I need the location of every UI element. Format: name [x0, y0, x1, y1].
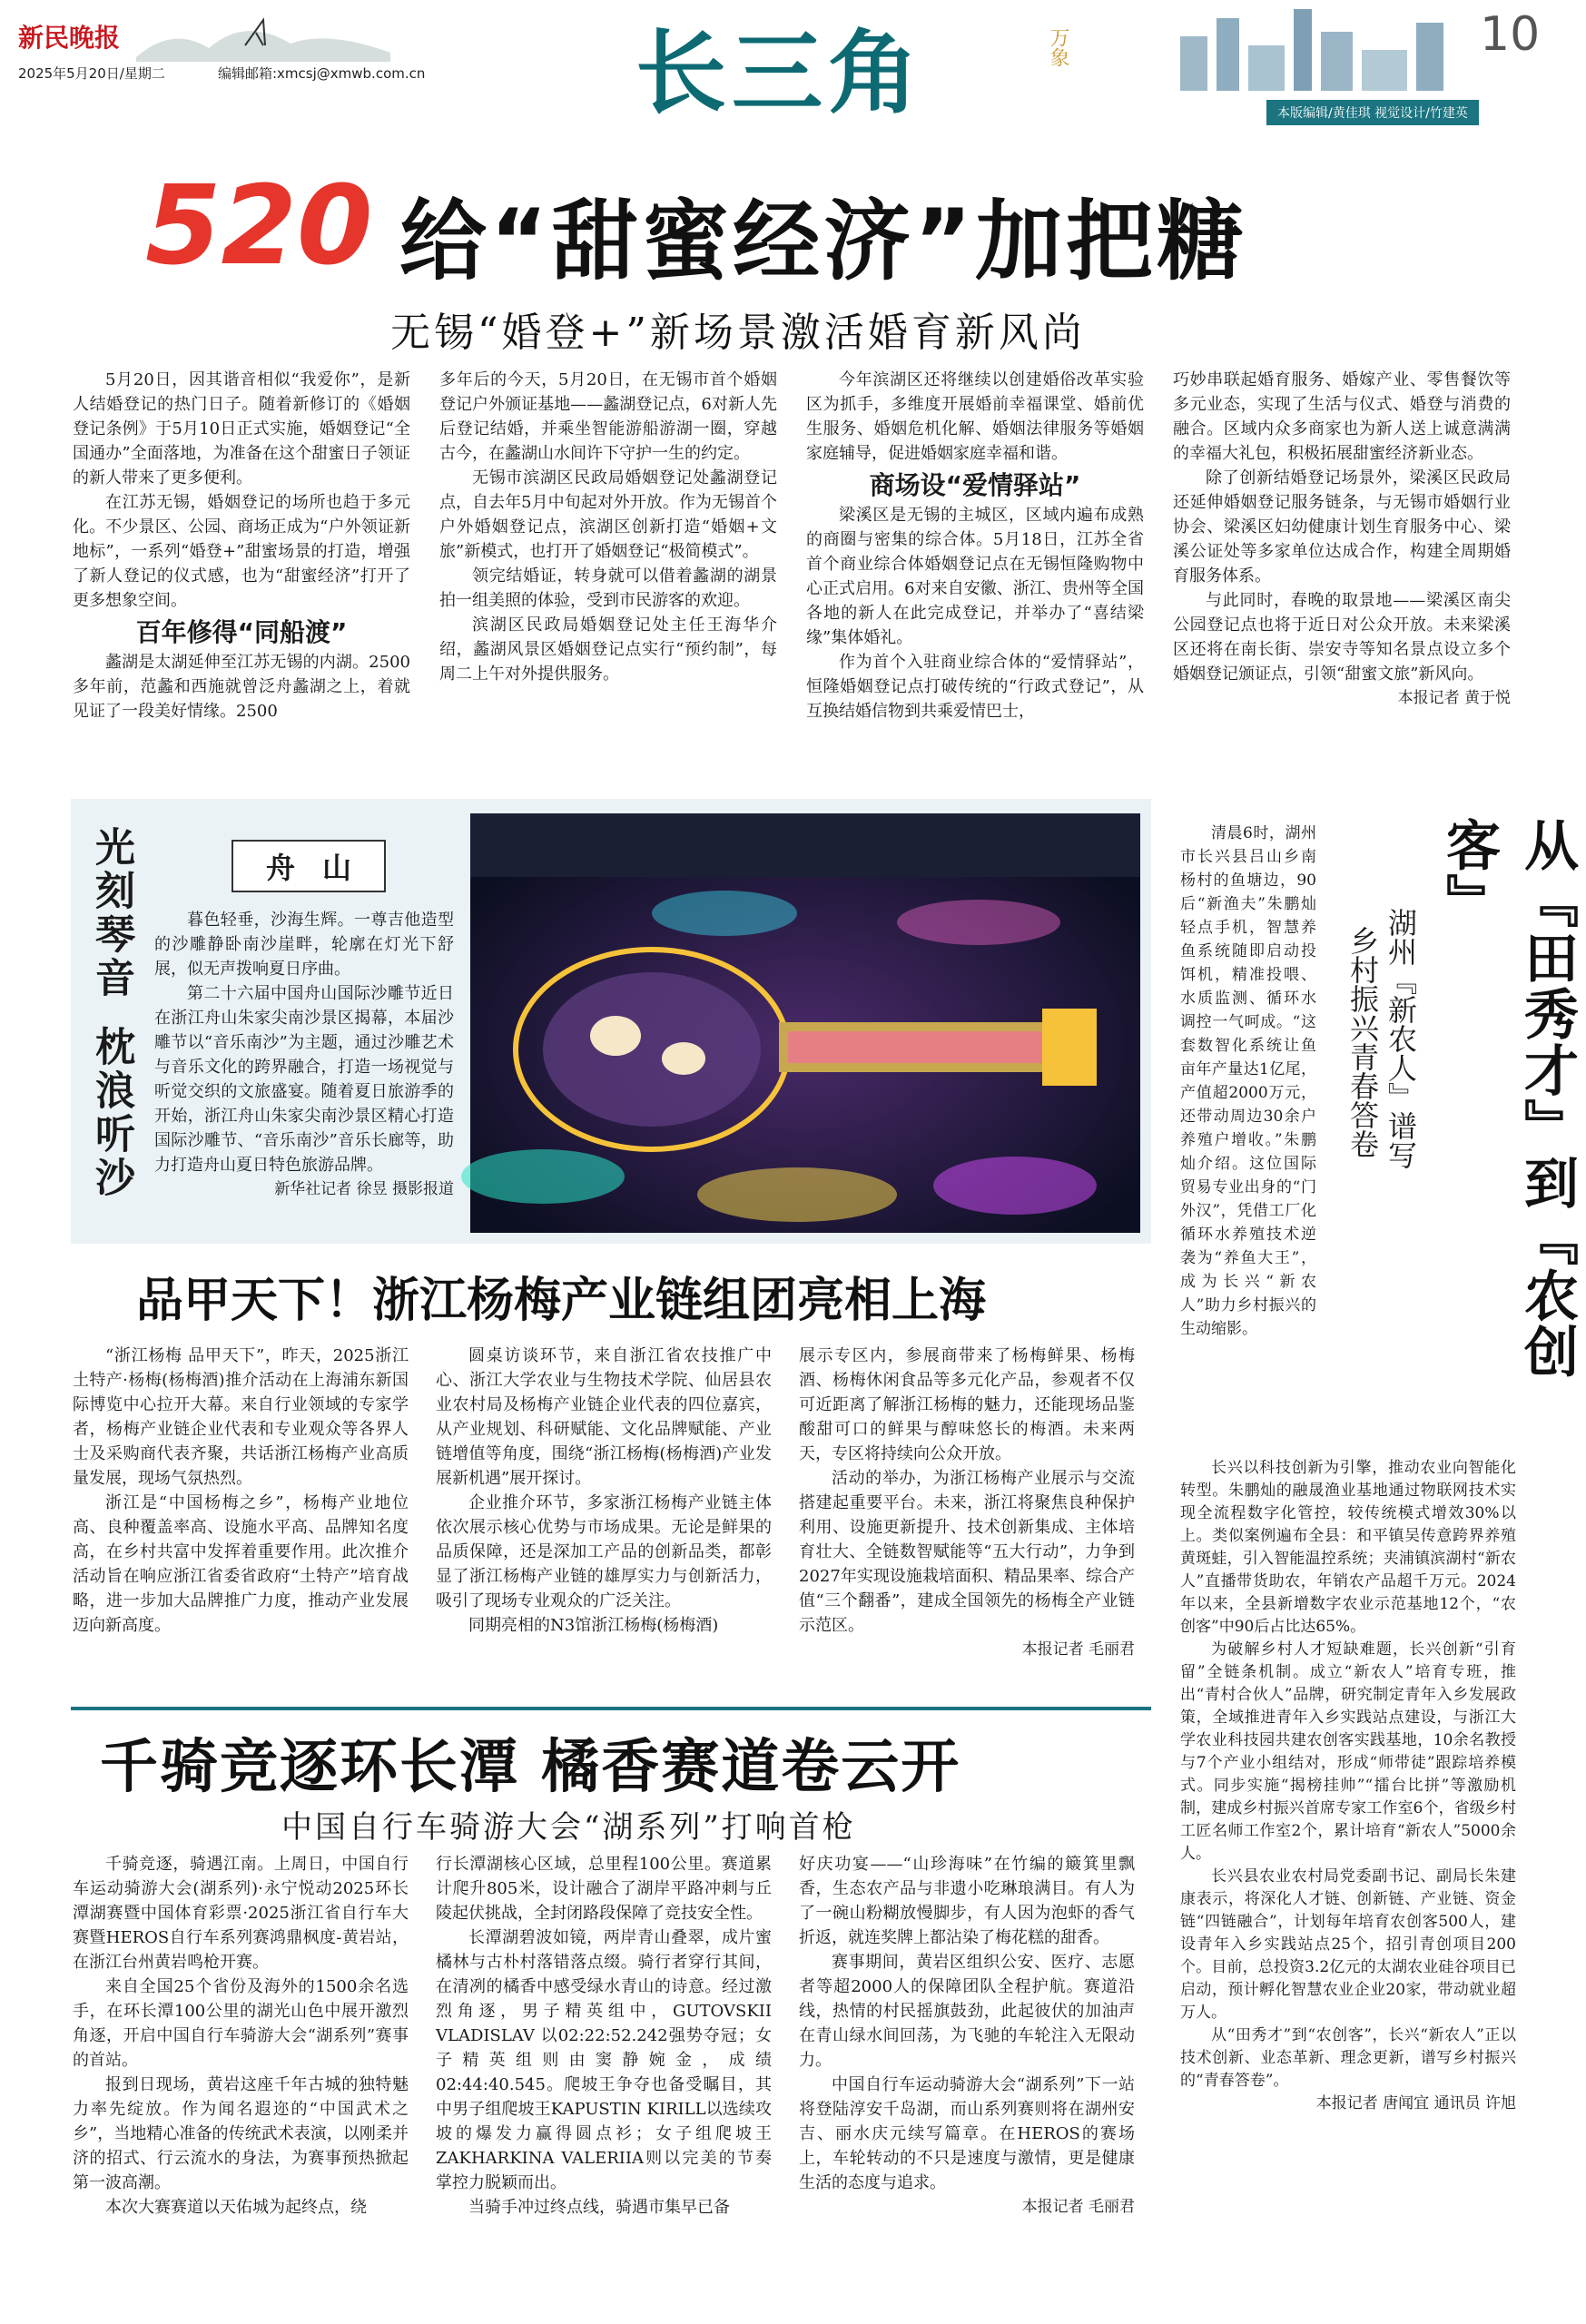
lead-column-4: 巧妙串联起婚育服务、婚嫁产业、零售餐饮等多元业态，实现了生活与仪式、婚登与消费的融合。区域内众多商家也为新人送上诚意满满的幸福大礼包，积极拓展甜蜜经济新业态。 除了创新结婚登记场景外，梁溪区民政局还延伸婚姻登记服务链条，与无锡市婚姻行业协会、梁溪区妇幼健康计划生育服务中心、梁溪公证处等多家单位达成合作，构建全周期婚育服务体系。 与此同时，春晚的取景地——梁溪区南尖公园登记点也将于近日对公众开放。未来梁溪区还将在南长街、崇安寺等知名景点设立多个婚姻登记颁证点，引领“甜蜜文旅”新风向。 本报记者 黄于悦: [1173, 368, 1511, 711]
yangmei-byline: 本报记者 毛丽君: [1021, 1640, 1135, 1659]
editor-email: 编辑邮箱:xmcsj@xmwb.com.cn: [218, 65, 426, 82]
yangmei-column-1: “浙江杨梅 品甲天下”，昨天，2025浙江土特产·杨梅(杨梅酒)推介活动在上海浦东新国际博览中心拉开大幕。来自行业领域的专家学者，杨梅产业链企业代表和专业观众等各界人士及采购商代表齐聚，共话浙江杨梅产业高质量发展，现场气氛热烈。 浙江是“中国杨梅之乡”，杨梅产业地位高、良种覆盖率高、设施水平高、品牌知名度高，在乡村共富中发挥着重要作用。此次推介活动旨在响应浙江省委省政府“土特产”培育战略，进一步加大品牌推广力度，推动产业发展迈向新高度。: [73, 1346, 409, 1635]
cycling-headline: 千骑竞逐环长潭 橘香赛道卷云开: [100, 1733, 961, 1801]
lead-column-1: 5月20日，因其谐音相似“我爱你”，是新人结婚登记的热门日子。随着新修订的《婚姻登记条例》于5月10日正式实施，婚姻登记“全国通办”全面落地，为准备在这个甜蜜日子领证的新人带来了更多便利。 在江苏无锡，婚姻登记的场所也趋于多元化。不少景区、公园、商场正成为“户外领证新地标”，一系列“婚登+”甜蜜场景的打造，增强了新人登记的仪式感，也为“甜蜜经济”打开了更多想象空间。 百年修得“同船渡” 蠡湖是太湖延伸至江苏无锡的内湖。2500多年前，范蠡和西施就曾泛舟蠡湖之上，着就见证了一段美好情缘。2500: [73, 370, 410, 721]
page-credits: 本版编辑/黄佳琪 视觉设计/竹建英: [1266, 100, 1479, 125]
page-number: 10: [1480, 7, 1541, 62]
farmer-byline: 本报记者 唐闻宜 通讯员 许旭: [1315, 2094, 1516, 2112]
yangmei-column-2: 圆桌访谈环节，来自浙江省农技推广中心、浙江大学农业与生物技术学院、仙居县农业农村局及杨梅产业链企业代表的四位嘉宾，从产业规划、科研赋能、文化品牌赋能、产业链增值等角度，围绕“浙江杨梅(杨梅酒)产业发展新机遇”展开探讨。 企业推介环节，多家浙江杨梅产业链主体依次展示核心优势与市场成果。无论是鲜果的品质保障，还是深加工产品的创新品类，都彰显了浙江杨梅产业链的雄厚实力与创新活力，吸引了现场专业观众的广泛关注。 同期亮相的N3馆浙江杨梅(杨梅酒): [436, 1346, 772, 1635]
cycling-column-2: 行长潭湖核心区域，总里程100公里。赛道累计爬升805米，设计融合了湖岸平路冲刺与丘陵起伏挑战，全封闭路段保障了竞技安全性。 长潭湖碧波如镜，两岸青山叠翠，成片蜜橘林与古朴村落错落点缀。骑行者穿行其间，在清冽的橘香中感受绿水青山的诗意。经过激烈角逐，男子精英组中，GUTOVSKII VLADISLAV 以02:22:52.242强势夺冠；女子精英组则由窦静婉金，成绩02:44:40.545。爬坡王争夺也备受瞩目，其中男子组爬坡王KAPUSTIN KIRILL以选续攻坡的爆发力赢得圆点衫；女子组爬坡王ZAKHARKINA VALERIIA则以完美的节奏掌控力脱颖而出。 当骑手冲过终点线，骑遇市集早已备: [436, 1855, 772, 2217]
sand-guitar-photo: [470, 813, 1140, 1233]
newspaper-logo: 新民晚报: [18, 23, 121, 53]
cycling-rule: [71, 1707, 1151, 1710]
mountain-ink-decoration: [136, 7, 390, 62]
farmer-vertical-title: 从『田秀才』到『农创客』: [1437, 817, 1579, 1380]
headline-number: 520: [145, 163, 373, 290]
farmer-vertical-sub-2: 乡村振兴青春答卷: [1345, 926, 1380, 1158]
farmer-main-column: 长兴以科技创新为引擎，推动农业向智能化转型。朱鹏灿的融晟渔业基地通过物联网技术实现全流程数字化管控，较传统模式增效30%以上。类似案例遍布全县：和平镇吴传意跨界养殖黄斑蛙，引入智能温控系统；夹浦镇滨湖村“新农人”直播带货助农，年销农产品超千万元。2024年以来，全县新增数字农业示范基地12个，“农创客”中90后占比达65%。 为破解乡村人才短缺难题，长兴创新“引育留”全链条机制。成立“新农人”培育专班，推出“青村合伙人”品牌，研究制定青年入乡发展政策，全域推进青年入乡实践站点建设，与浙江大学农业科技园共建农创客实践基地，10余名教授与7个产业小组结对，形成“师带徒”跟踪培养模式。同步实施“揭榜挂帅”“擂台比拼”等激励机制，建成乡村振兴首席专家工作室6个，省级乡村工匠名师工作室2个，累计培育“新农人”5000余人。 长兴县农业农村局党委副书记、副局长朱建康表示，将深化人才链、创新链、产业链、资金链“四链融合”，计划每年培育农创客500人，建设青年入乡实践站点25个，招引青创项目200个。目前，总投资3.2亿元的太湖农业硅谷项目已启动，预计孵化智慧农业企业20家，带动就业超万人。 从“田秀才”到“农创客”，长兴“新农人”正以技术创新、业态革新、理念更新，谱写乡村振兴的“青春答卷”。 本报记者 唐闻宜 通讯员 许旭: [1180, 1457, 1516, 2115]
cycling-column-3: 好庆功宴——“山珍海味”在竹编的簸箕里飘香，生态农产品与非遗小吃琳琅满目。有人为了一碗山粉糊放慢脚步，有人因为泡虾的香气折返，就连奖牌上都沾染了梅花糕的甜香。 赛事期间，黄岩区组织公安、医疗、志愿者等超2000人的保障团队全程护航。赛道沿线，热情的村民摇旗鼓劲，此起彼伏的加油声在青山绿水间回荡，为飞驰的车轮注入无限动力。 中国自行车运动骑游大会“湖系列”下一站将登陆淳安千岛湖，而山系列赛则将在湖州安吉、丽水庆元续写篇章。在HEROS的赛场上，车轮转动的不只是速度与激情，更是健康生活的态度与追求。 本报记者 毛丽君: [799, 1852, 1135, 2220]
yangmei-column-3: 展示专区内，参展商带来了杨梅鲜果、杨梅酒、杨梅休闲食品等多元化产品，参观者不仅可近距离了解浙江杨梅的魅力，还能现场品鉴酸甜可口的鲜果与醇味悠长的梅酒。未来两天，专区将持续向公众开放。 活动的举办，为浙江杨梅产业展示与交流搭建起重要平台。未来，浙江将聚焦良种保护利用、设施更新提升、技术创新集成、主体培育壮大、全链数智赋能等“五大行动”，力争到2027年实现设施栽培面积、精品果率、综合产值“三个翻番”，建成全国领先的杨梅全产业链示范区。 本报记者 毛丽君: [799, 1344, 1135, 1662]
lead-headline: 给“甜蜜经济”加把糖: [399, 191, 1248, 292]
yangmei-headline: 品甲天下！浙江杨梅产业链组团亮相上海: [136, 1274, 987, 1328]
photo-story-text: 暮色轻垂，沙海生辉。一尊吉他造型的沙雕静卧南沙崖畔，轮廓在灯光下舒展，似无声拨响夏日序曲。 第二十六届中国舟山国际沙雕节近日在浙江舟山朱家尖南沙景区揭幕，本届沙雕节以“音乐南沙”为主题，通过沙雕艺术与音乐文化的跨界融合，打造一场视觉与听觉交织的文旅盛宴。随着夏日旅游季的开始，浙江舟山朱家尖南沙景区精心打造国际沙雕节、“音乐南沙”音乐长廊等，助力打造舟山夏日特色旅游品牌。 新华社记者 徐昱 摄影报道: [154, 908, 454, 1202]
lead-column-3: 今年滨湖区还将继续以创建婚俗改革实验区为抓手，多维度开展婚前幸福课堂、婚前优生服务、婚姻危机化解、婚姻法律服务等婚姻家庭辅导，促进婚姻家庭幸福和谐。 商场设“爱情驿站” 梁溪区是无锡的主城区，区域内遍布成熟的商圈与密集的综合体。5月18日，江苏全省首个商业综合体婚姻登记点在无锡恒隆购物中心正式启用。6对来自安徽、浙江、贵州等全国各地的新人在此完成登记，并举办了“喜结梁缘”集体婚礼。 作为首个入驻商业综合体的“爱情驿站”，恒隆婚姻登记点打破传统的“行政式登记”，从互换结婚信物到共乘爱情巴士，: [806, 370, 1144, 721]
cycling-subhead: 中国自行车骑游大会“湖系列”打响首枪: [281, 1809, 856, 1846]
photo-title-2: 枕浪听沙: [88, 1026, 134, 1200]
lead-subheading-1: 百年修得“同船渡”: [135, 617, 348, 647]
photo-title-1: 光刻琴音: [88, 826, 134, 1000]
section-subtitle: 万象: [1047, 27, 1069, 67]
lead-subheading-2: 商场设“爱情驿站”: [869, 470, 1081, 500]
photo-byline: 新华社记者 徐昱 摄影报道: [274, 1180, 454, 1198]
cycling-column-1: 千骑竞逐，骑遇江南。上周日，中国自行车运动骑游大会(湖系列)·永宁悦动2025环长潭湖赛暨中国体育彩票·2025浙江省自行车大赛暨HEROS自行车系列赛鸿鼎枫度-黄岩站，在浙江台州黄岩鸣枪开赛。 来自全国25个省份及海外的1500余名选手，在环长潭100公里的湖光山色中展开激烈角逐，开启中国自行车骑游大会“湖系列”赛事的首站。 报到日现场，黄岩这座千年古城的独特魅力率先绽放。作为闻名遐迩的“中国武术之乡”，当地精心准备的传统武术表演，以刚柔并济的招式、行云流水的身法，为赛事预热掀起第一波高潮。 本次大赛赛道以天佑城为起终点，绕: [73, 1855, 409, 2217]
farmer-narrow-column: 清晨6时，湖州市长兴县吕山乡南杨村的鱼塘边，90后“新渔夫”朱鹏灿轻点手机，智慧养鱼系统随即启动投饵机，精准投喂、水质监测、循环水调控一气呵成。“这套数智化系统让鱼亩年产量达1亿尾，产值超2000万元，还带动周边30余户养殖户增收。”朱鹏灿介绍。这位国际贸易专业出身的“门外汉”，凭借工厂化循环水养殖技术逆袭为“养鱼大王”，成为长兴“新农人”助力乡村振兴的生动缩影。: [1180, 824, 1316, 1338]
place-tag: 舟山: [231, 840, 386, 892]
section-title: 长三角: [635, 19, 924, 126]
date-line: 2025年5月20日/星期二: [18, 65, 165, 82]
lead-subhead: 无锡“婚登+”新场景激活婚育新风尚: [390, 310, 1086, 356]
farmer-vertical-sub-1: 湖州『新农人』谱写: [1384, 908, 1418, 1169]
lead-column-2: 多年后的今天，5月20日，在无锡市首个婚姻登记户外颁证基地——蠡湖登记点，6对新人先后登记结婚，并乘坐智能游船游湖一圈，穿越古今，在蠡湖山水间许下守护一生的约定。 无锡市滨湖区民政局婚姻登记处蠡湖登记点，自去年5月中旬起对外开放。作为无锡首个户外婚姻登记点，滨湖区创新打造“婚姻+文旅”新模式，也打开了婚姻登记“极简模式”。 领完结婚证，转身就可以借着蠡湖的湖景拍一组美照的体验，受到市民游客的欢迎。 滨湖区民政局婚姻登记处主任王海华介绍，蠡湖风景区婚姻登记点实行“预约制”，每周二上午对外提供服务。: [439, 370, 777, 684]
skyline-decoration: [1144, 0, 1507, 100]
lead-byline: 本报记者 黄于悦: [1397, 689, 1511, 707]
cycling-byline: 本报记者 毛丽君: [1021, 2198, 1135, 2216]
